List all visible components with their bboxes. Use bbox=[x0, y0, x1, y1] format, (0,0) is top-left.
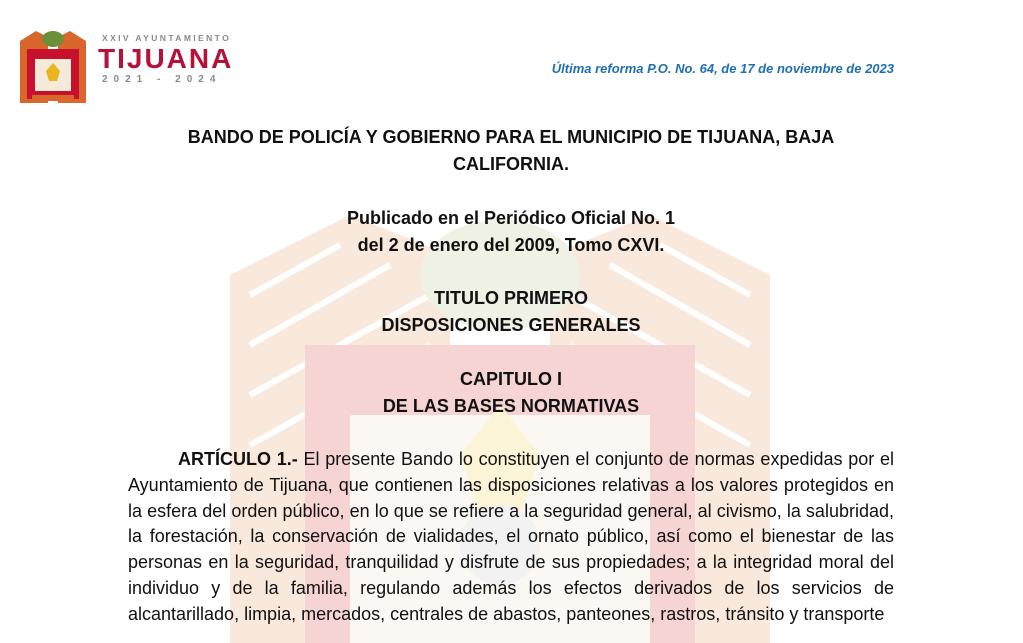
capitulo-line2: DE LAS BASES NORMATIVAS bbox=[382, 396, 640, 416]
titulo-line2: DISPOSICIONES GENERALES bbox=[381, 315, 641, 335]
document-title bbox=[128, 124, 894, 178]
article-1-paragraph bbox=[128, 447, 894, 628]
article-1-text: El presente Bando lo constituyen el conjunto de normas expedidas por el Ayuntamiento de Tijuana, que contienen las disposiciones relativas a los valores protegidos en la esfera del orden público, en lo que se refiere a la seguridad general, al civismo, la salubridad, la forestación, la conservación de vialidades, el ornato público, así como el bienestar de las personas en la seguridad, tranquilidad y disfrute de sus propiedades; a la integridad moral del individuo y de la familia, regulando además los efectos derivados de los servicios de alcantarillado, limpia, mercados, centrales de abastos, panteones, rastros, tránsito y transporte bbox=[128, 449, 895, 624]
logo-ayuntamiento-label: XXIV AYUNTAMIENTO bbox=[102, 33, 232, 43]
header-logo bbox=[18, 27, 250, 103]
last-reform-note: Última reforma P.O. No. 64, de 17 de noviembre de 2023 bbox=[551, 61, 894, 76]
logo-period-label: 2021 - 2024 bbox=[102, 74, 222, 85]
capitulo-heading bbox=[128, 366, 894, 420]
publication-line2: del 2 de enero del 2009, Tomo CXVI. bbox=[357, 235, 665, 255]
logo-tijuana-label: TIJUANA bbox=[98, 43, 234, 74]
document-title-line2: CALIFORNIA. bbox=[453, 154, 569, 174]
article-1-label: ARTÍCULO 1.- bbox=[178, 449, 298, 469]
capitulo-line1: CAPITULO I bbox=[460, 369, 562, 389]
titulo-line1: TITULO PRIMERO bbox=[434, 288, 588, 308]
publication-info bbox=[128, 205, 894, 259]
publication-line1: Publicado en el Periódico Oficial No. 1 bbox=[346, 208, 676, 228]
coat-of-arms-icon bbox=[18, 27, 88, 103]
titulo-heading bbox=[128, 285, 894, 339]
document-title-line1: BANDO DE POLICÍA Y GOBIERNO PARA EL MUNICIPIO DE TIJUANA, BAJA bbox=[187, 127, 835, 147]
